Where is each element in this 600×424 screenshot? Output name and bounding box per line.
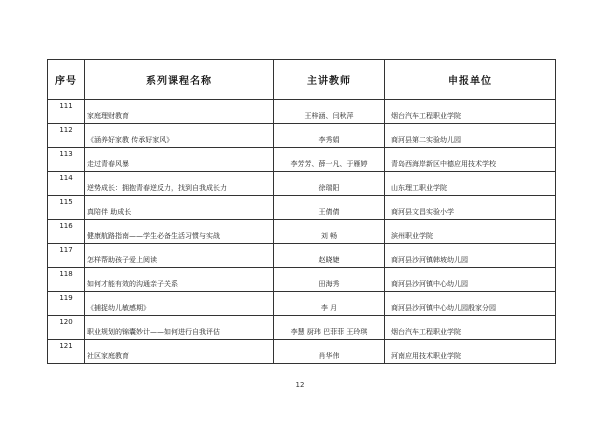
row-number: 116: [48, 220, 85, 244]
table-row: [48, 244, 556, 268]
course-name: 社区家庭教育: [85, 340, 274, 364]
row-number: 114: [48, 172, 85, 196]
teacher-name: 肖华伟: [274, 340, 385, 364]
course-name: 如何才能有效的沟通亲子关系: [85, 268, 274, 292]
row-number: 115: [48, 196, 85, 220]
course-table: [47, 59, 556, 364]
header-row: [48, 60, 556, 100]
table-row: [48, 268, 556, 292]
row-number: 117: [48, 244, 85, 268]
course-name: 走过青春风暴: [85, 148, 274, 172]
course-name: 《涵养好家教 传承好家风》: [85, 124, 274, 148]
teacher-name: 徐瑞阳: [274, 172, 385, 196]
unit-name: 青岛西海岸新区中德应用技术学校: [385, 148, 556, 172]
table-row: [48, 292, 556, 316]
course-name: 健康航路指南——学生必备生活习惯与实战: [85, 220, 274, 244]
teacher-name: 赵晓婕: [274, 244, 385, 268]
teacher-name: 李秀娟: [274, 124, 385, 148]
page-number: 12: [295, 381, 305, 389]
teacher-name: 刘 畅: [274, 220, 385, 244]
header-number: 序号: [48, 60, 85, 100]
unit-name: 滨州职业学院: [385, 220, 556, 244]
teacher-name: 李芳芳、薛一凡、于雁婷: [274, 148, 385, 172]
unit-name: 河南应用技术职业学院: [385, 340, 556, 364]
row-number: 118: [48, 268, 85, 292]
row-number: 111: [48, 100, 85, 124]
row-number: 121: [48, 340, 85, 364]
table-row: [48, 340, 556, 364]
table-row: [48, 172, 556, 196]
table-row: [48, 124, 556, 148]
row-number: 112: [48, 124, 85, 148]
course-name: 家庭理财教育: [85, 100, 274, 124]
teacher-name: 王倩倩: [274, 196, 385, 220]
header-unit: 申报单位: [385, 60, 556, 100]
course-name: 职业规划的锦囊妙计——如何进行自我评估: [85, 316, 274, 340]
header-course: 系列课程名称: [85, 60, 274, 100]
unit-name: 商河县沙河镇中心幼儿园殷家分园: [385, 292, 556, 316]
header-teacher: 主讲教师: [274, 60, 385, 100]
table-row: [48, 316, 556, 340]
row-number: 119: [48, 292, 85, 316]
course-name: 真陪伴 助成长: [85, 196, 274, 220]
unit-name: 商河县文昌实验小学: [385, 196, 556, 220]
unit-name: 山东理工职业学院: [385, 172, 556, 196]
row-number: 120: [48, 316, 85, 340]
teacher-name: 田海秀: [274, 268, 385, 292]
unit-name: 商河县第二实验幼儿园: [385, 124, 556, 148]
unit-name: 商河县沙河镇中心幼儿园: [385, 268, 556, 292]
table-row: [48, 220, 556, 244]
row-number: 113: [48, 148, 85, 172]
unit-name: 烟台汽车工程职业学院: [385, 316, 556, 340]
unit-name: 商河县沙河镇韩坡幼儿园: [385, 244, 556, 268]
table-row: [48, 100, 556, 124]
course-name: 《捕捉幼儿敏感期》: [85, 292, 274, 316]
teacher-name: 李 月: [274, 292, 385, 316]
teacher-name: 李慧 厨玮 巴菲菲 王玲琪: [274, 316, 385, 340]
table-row: [48, 148, 556, 172]
course-name: 怎样帮助孩子爱上阅读: [85, 244, 274, 268]
table-row: [48, 196, 556, 220]
teacher-name: 王梓涵、闫秋萍: [274, 100, 385, 124]
unit-name: 烟台汽车工程职业学院: [385, 100, 556, 124]
course-name: 逆势成长：拥抱青春逆反力，找到自我成长力: [85, 172, 274, 196]
